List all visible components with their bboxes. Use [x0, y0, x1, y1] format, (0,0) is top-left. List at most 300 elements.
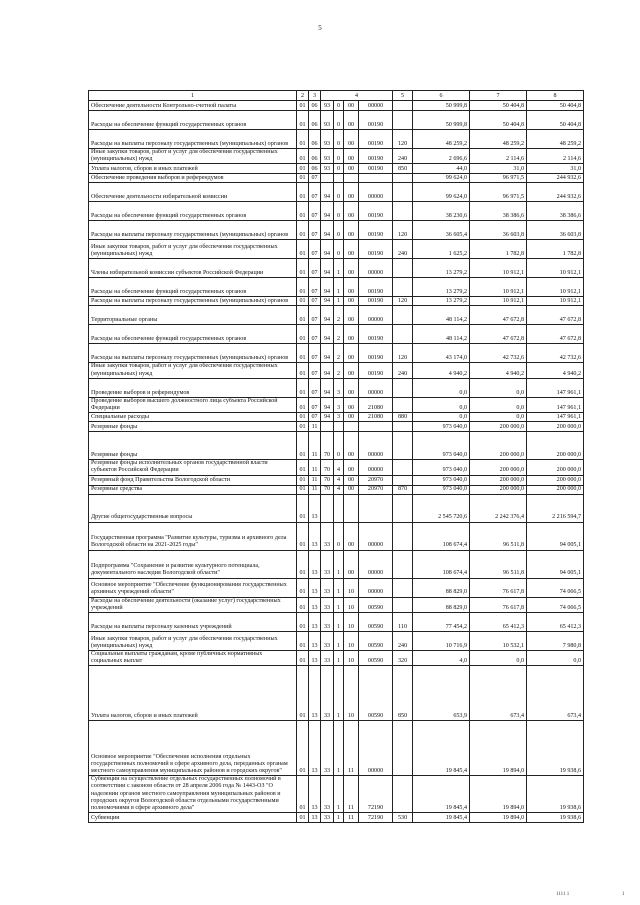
code-cell: 72190: [359, 813, 393, 823]
table-row: [89, 101, 584, 111]
code-cell: 00000: [359, 378, 393, 397]
amount-cell: 38 386,6: [527, 202, 584, 221]
table-row: [89, 149, 584, 164]
amount-cell: 200 000,0: [527, 485, 584, 494]
table-row: [89, 325, 584, 344]
code-cell: [393, 101, 413, 111]
code-cell: 0: [334, 432, 344, 460]
code-cell: [393, 522, 413, 550]
code-cell: 00000: [359, 550, 393, 578]
code-cell: 01: [297, 363, 309, 378]
code-cell: 1: [334, 721, 344, 776]
code-cell: [393, 721, 413, 776]
code-cell: 01: [297, 597, 309, 612]
amount-cell: 94 005,1: [527, 550, 584, 578]
header-cell: 2: [297, 91, 309, 101]
code-cell: 00190: [359, 297, 393, 306]
code-cell: 00190: [359, 278, 393, 297]
code-cell: 00000: [359, 522, 393, 550]
header-cell: 6: [413, 91, 470, 101]
row-name-cell: Члены избирательной комиссии субъектов Российской Федерации: [89, 259, 297, 278]
table-row: [89, 422, 584, 432]
code-cell: [393, 202, 413, 221]
code-cell: 11: [344, 813, 359, 823]
amount-cell: 7 980,8: [527, 631, 584, 650]
code-cell: 120: [393, 297, 413, 306]
code-cell: 1: [334, 297, 344, 306]
code-cell: 07: [309, 397, 321, 412]
header-cell: 3: [309, 91, 321, 101]
code-cell: 94: [321, 202, 334, 221]
table-row: [89, 813, 584, 823]
code-cell: 01: [297, 485, 309, 494]
amount-cell: 0,0: [413, 378, 470, 397]
code-cell: 07: [309, 174, 321, 183]
code-cell: 01: [297, 325, 309, 344]
amount-cell: 48 259,2: [527, 130, 584, 149]
row-name-cell: Специальные расходы: [89, 413, 297, 422]
amount-cell: 96 971,5: [470, 183, 527, 202]
amount-cell: 0,0: [413, 413, 470, 422]
code-cell: 10: [344, 597, 359, 612]
code-cell: 01: [297, 297, 309, 306]
code-cell: [359, 174, 393, 183]
row-name-cell: Резервные фонды: [89, 432, 297, 460]
code-cell: 94: [321, 221, 334, 240]
code-cell: 00: [344, 306, 359, 325]
row-name-cell: Резервные фонды исполнительных органов государственной власти субъектов Российской Федерации: [89, 460, 297, 475]
table-row: [89, 776, 584, 813]
code-cell: 01: [297, 149, 309, 164]
row-name-cell: Резервный фонд Правительства Вологодской области: [89, 475, 297, 485]
amount-cell: 19 938,6: [527, 721, 584, 776]
code-cell: 3: [334, 413, 344, 422]
amount-cell: 19 845,4: [413, 721, 470, 776]
header-cell: 1: [89, 91, 297, 101]
code-cell: 00: [344, 475, 359, 485]
code-cell: 07: [309, 297, 321, 306]
code-cell: 00590: [359, 612, 393, 631]
code-cell: 01: [297, 413, 309, 422]
code-cell: 07: [309, 202, 321, 221]
code-cell: 01: [297, 776, 309, 813]
code-cell: 00000: [359, 460, 393, 475]
code-cell: 530: [393, 813, 413, 823]
code-cell: 240: [393, 363, 413, 378]
code-cell: 13: [309, 666, 321, 721]
amount-cell: 1 782,8: [527, 240, 584, 259]
row-name-cell: Обеспечение деятельности избирательной комиссии: [89, 183, 297, 202]
code-cell: 2: [334, 363, 344, 378]
code-cell: [393, 475, 413, 485]
code-cell: 11: [344, 776, 359, 813]
amount-cell: 0,0: [470, 378, 527, 397]
table-row: [89, 363, 584, 378]
table-row: [89, 259, 584, 278]
amount-cell: 244 932,6: [527, 183, 584, 202]
code-cell: 94: [321, 259, 334, 278]
code-cell: 01: [297, 721, 309, 776]
amount-cell: 50 404,8: [470, 111, 527, 130]
code-cell: 20970: [359, 485, 393, 494]
table-row: [89, 432, 584, 460]
code-cell: [393, 432, 413, 460]
code-cell: 21080: [359, 397, 393, 412]
code-cell: 01: [297, 422, 309, 432]
code-cell: 00: [344, 378, 359, 397]
code-cell: 01: [297, 183, 309, 202]
code-cell: 0: [334, 522, 344, 550]
amount-cell: 43 174,0: [413, 344, 470, 363]
code-cell: 0: [334, 101, 344, 111]
amount-cell: 50 404,8: [470, 101, 527, 111]
table-row: [89, 397, 584, 412]
code-cell: 00: [344, 363, 359, 378]
code-cell: 11: [309, 432, 321, 460]
code-cell: 1: [334, 550, 344, 578]
amount-cell: 48 114,2: [413, 325, 470, 344]
amount-cell: 10 912,1: [527, 278, 584, 297]
amount-cell: 10 532,1: [470, 631, 527, 650]
code-cell: [393, 776, 413, 813]
code-cell: 07: [309, 240, 321, 259]
footer-mark-right: 1: [622, 892, 625, 897]
code-cell: 07: [309, 378, 321, 397]
code-cell: 10: [344, 666, 359, 721]
table-row: [89, 306, 584, 325]
amount-cell: 19 845,4: [413, 813, 470, 823]
amount-cell: 673,4: [470, 666, 527, 721]
code-cell: 110: [393, 612, 413, 631]
row-name-cell: Проведение выборов высшего должностного лица субъекта Российской Федерации: [89, 397, 297, 412]
amount-cell: 673,4: [527, 666, 584, 721]
code-cell: 07: [309, 183, 321, 202]
code-cell: 00000: [359, 578, 393, 597]
code-cell: 33: [321, 666, 334, 721]
code-cell: 13: [309, 631, 321, 650]
table-row: [89, 550, 584, 578]
amount-cell: 65 412,3: [470, 612, 527, 631]
page-number: 5: [318, 24, 322, 32]
code-cell: [344, 174, 359, 183]
code-cell: 00000: [359, 306, 393, 325]
amount-cell: 200 000,0: [527, 460, 584, 475]
code-cell: 00190: [359, 363, 393, 378]
row-name-cell: Уплата налогов, сборов и иных платежей: [89, 666, 297, 721]
code-cell: 1: [334, 776, 344, 813]
code-cell: 00: [344, 522, 359, 550]
code-cell: [393, 578, 413, 597]
code-cell: 13: [309, 550, 321, 578]
amount-cell: 200 000,0: [470, 460, 527, 475]
amount-cell: 38 386,6: [470, 202, 527, 221]
code-cell: 01: [297, 130, 309, 149]
row-name-cell: Иные закупки товаров, работ и услуг для обеспечения государственных (муниципальных) нужд: [89, 240, 297, 259]
code-cell: 240: [393, 240, 413, 259]
code-cell: 07: [309, 363, 321, 378]
code-cell: 0: [334, 111, 344, 130]
row-name-cell: Расходы на обеспечение функций государственных органов: [89, 278, 297, 297]
code-cell: 0: [334, 183, 344, 202]
code-cell: 07: [309, 221, 321, 240]
code-cell: 20970: [359, 475, 393, 485]
code-cell: [393, 259, 413, 278]
code-cell: [344, 422, 359, 432]
code-cell: 00190: [359, 344, 393, 363]
code-cell: 2: [334, 325, 344, 344]
table-row: [89, 297, 584, 306]
header-cell: 5: [393, 91, 413, 101]
code-cell: 13: [309, 776, 321, 813]
code-cell: 00: [344, 164, 359, 174]
amount-cell: 48 259,2: [470, 130, 527, 149]
code-cell: 13: [309, 522, 321, 550]
amount-cell: 99 624,0: [413, 183, 470, 202]
amount-cell: 19 894,0: [470, 721, 527, 776]
amount-cell: 50 404,8: [527, 111, 584, 130]
row-name-cell: Субвенции: [89, 813, 297, 823]
amount-cell: 36 605,4: [413, 221, 470, 240]
amount-cell: 147 961,1: [527, 378, 584, 397]
row-name-cell: Обеспечение проведения выборов и референдумов: [89, 174, 297, 183]
amount-cell: 42 732,6: [527, 344, 584, 363]
code-cell: 01: [297, 522, 309, 550]
code-cell: 00: [344, 240, 359, 259]
code-cell: 1: [334, 578, 344, 597]
code-cell: 94: [321, 278, 334, 297]
amount-cell: 973 040,0: [413, 460, 470, 475]
header-cell: 8: [527, 91, 584, 101]
code-cell: 33: [321, 721, 334, 776]
amount-cell: 10 912,1: [527, 259, 584, 278]
row-name-cell: Территориальные органы: [89, 306, 297, 325]
amount-cell: 77 454,2: [413, 612, 470, 631]
amount-cell: 38 230,6: [413, 202, 470, 221]
code-cell: 33: [321, 612, 334, 631]
code-cell: 00000: [359, 101, 393, 111]
code-cell: 00590: [359, 666, 393, 721]
code-cell: 870: [393, 485, 413, 494]
table-row: [89, 344, 584, 363]
amount-cell: 19 845,4: [413, 776, 470, 813]
amount-cell: 50 999,8: [413, 111, 470, 130]
code-cell: [344, 494, 359, 522]
code-cell: [393, 278, 413, 297]
amount-cell: 973 040,0: [413, 485, 470, 494]
code-cell: 01: [297, 432, 309, 460]
code-cell: 120: [393, 130, 413, 149]
table-row: [89, 174, 584, 183]
amount-cell: 10 912,1: [470, 278, 527, 297]
table-row: [89, 202, 584, 221]
code-cell: [393, 550, 413, 578]
code-cell: 01: [297, 397, 309, 412]
table-row: [89, 612, 584, 631]
code-cell: 240: [393, 631, 413, 650]
code-cell: 94: [321, 397, 334, 412]
code-cell: 07: [309, 325, 321, 344]
table-row: [89, 164, 584, 174]
row-name-cell: Расходы на выплаты персоналу государственных (муниципальных) органов: [89, 130, 297, 149]
amount-cell: 108 674,4: [413, 522, 470, 550]
amount-cell: 4,0: [413, 650, 470, 665]
row-name-cell: Государственная программа "Развитие культуры, туризма и архивного дела Вологодской области на 2021-2025 годы": [89, 522, 297, 550]
code-cell: 1: [334, 259, 344, 278]
code-cell: 01: [297, 306, 309, 325]
header-cell: 4: [321, 91, 393, 101]
table-row: [89, 494, 584, 522]
table-row: [89, 460, 584, 475]
amount-cell: 31,0: [527, 164, 584, 174]
code-cell: 1: [334, 666, 344, 721]
code-cell: 00190: [359, 202, 393, 221]
amount-cell: 10 716,9: [413, 631, 470, 650]
table-row: [89, 522, 584, 550]
table-row: [89, 240, 584, 259]
amount-cell: 36 603,8: [527, 221, 584, 240]
code-cell: 00000: [359, 721, 393, 776]
code-cell: 01: [297, 259, 309, 278]
code-cell: 00: [344, 221, 359, 240]
row-name-cell: Расходы на обеспечение деятельности (оказание услуг) государственных учреждений: [89, 597, 297, 612]
row-name-cell: Расходы на выплаты персоналу государственных (муниципальных) органов: [89, 297, 297, 306]
amount-cell: 74 066,5: [527, 578, 584, 597]
amount-cell: 47 672,8: [470, 325, 527, 344]
code-cell: 70: [321, 475, 334, 485]
amount-cell: 10 912,1: [470, 297, 527, 306]
code-cell: [393, 306, 413, 325]
amount-cell: 50 999,8: [413, 101, 470, 111]
code-cell: 880: [393, 413, 413, 422]
code-cell: 01: [297, 378, 309, 397]
code-cell: 00190: [359, 325, 393, 344]
code-cell: 94: [321, 344, 334, 363]
footer-mark-left: 1111 1: [556, 892, 570, 897]
code-cell: 0: [334, 202, 344, 221]
row-name-cell: Иные закупки товаров, работ и услуг для обеспечения государственных (муниципальных) нужд: [89, 631, 297, 650]
code-cell: 00: [344, 183, 359, 202]
code-cell: 01: [297, 101, 309, 111]
code-cell: 01: [297, 612, 309, 631]
code-cell: 2: [334, 306, 344, 325]
amount-cell: 88 829,0: [413, 578, 470, 597]
code-cell: 00: [344, 130, 359, 149]
code-cell: 00: [344, 397, 359, 412]
code-cell: [393, 174, 413, 183]
code-cell: 1: [334, 612, 344, 631]
amount-cell: 200 000,0: [527, 422, 584, 432]
row-name-cell: Резервные фонды: [89, 422, 297, 432]
code-cell: 33: [321, 550, 334, 578]
code-cell: 07: [309, 344, 321, 363]
table-row: [89, 666, 584, 721]
table-row: [89, 475, 584, 485]
amount-cell: 13 279,2: [413, 297, 470, 306]
amount-cell: 76 617,8: [470, 578, 527, 597]
code-cell: 70: [321, 432, 334, 460]
amount-cell: 74 066,5: [527, 597, 584, 612]
amount-cell: 13 279,2: [413, 259, 470, 278]
code-cell: 00: [344, 149, 359, 164]
code-cell: 13: [309, 813, 321, 823]
code-cell: 06: [309, 149, 321, 164]
row-name-cell: Расходы на выплаты персоналу государственных (муниципальных) органов: [89, 344, 297, 363]
table-row: [89, 378, 584, 397]
code-cell: 93: [321, 111, 334, 130]
row-name-cell: Уплата налогов, сборов и иных платежей: [89, 164, 297, 174]
code-cell: 00000: [359, 183, 393, 202]
code-cell: 06: [309, 164, 321, 174]
amount-cell: 2 114,6: [470, 149, 527, 164]
code-cell: 70: [321, 460, 334, 475]
amount-cell: 0,0: [413, 397, 470, 412]
amount-cell: 88 829,0: [413, 597, 470, 612]
code-cell: 01: [297, 494, 309, 522]
amount-cell: 19 894,0: [470, 813, 527, 823]
code-cell: 01: [297, 475, 309, 485]
row-name-cell: Иные закупки товаров, работ и услуг для обеспечения государственных (муниципальных) нужд: [89, 149, 297, 164]
code-cell: 13: [309, 650, 321, 665]
code-cell: 11: [309, 460, 321, 475]
table-row: [89, 650, 584, 665]
amount-cell: 973 040,0: [413, 475, 470, 485]
amount-cell: 4 940,2: [413, 363, 470, 378]
amount-cell: 99 624,0: [413, 174, 470, 183]
header-row: [89, 91, 584, 101]
row-name-cell: Расходы на выплаты персоналу государственных (муниципальных) органов: [89, 221, 297, 240]
code-cell: 93: [321, 130, 334, 149]
code-cell: [393, 183, 413, 202]
code-cell: 33: [321, 813, 334, 823]
code-cell: 01: [297, 550, 309, 578]
code-cell: 00: [344, 111, 359, 130]
code-cell: [393, 597, 413, 612]
code-cell: 120: [393, 344, 413, 363]
code-cell: 10: [344, 612, 359, 631]
row-name-cell: Социальные выплаты гражданам, кроме публичных нормативных социальных выплат: [89, 650, 297, 665]
amount-cell: 96 971,5: [470, 174, 527, 183]
code-cell: 93: [321, 164, 334, 174]
amount-cell: 1 625,2: [413, 240, 470, 259]
amount-cell: 973 040,0: [413, 432, 470, 460]
code-cell: 11: [309, 485, 321, 494]
code-cell: [393, 460, 413, 475]
amount-cell: 147 961,1: [527, 397, 584, 412]
code-cell: 11: [344, 721, 359, 776]
code-cell: 01: [297, 111, 309, 130]
code-cell: [393, 378, 413, 397]
code-cell: 00: [344, 344, 359, 363]
amount-cell: 36 603,8: [470, 221, 527, 240]
code-cell: [334, 174, 344, 183]
amount-cell: 0,0: [527, 650, 584, 665]
code-cell: 00190: [359, 130, 393, 149]
amount-cell: 200 000,0: [470, 422, 527, 432]
amount-cell: 2 242 376,4: [470, 494, 527, 522]
row-name-cell: Подпрограмма "Сохранение и развитие культурного потенциала, документального наследия Вологодской области": [89, 550, 297, 578]
code-cell: 0: [334, 240, 344, 259]
code-cell: 850: [393, 666, 413, 721]
code-cell: 94: [321, 297, 334, 306]
amount-cell: 19 894,0: [470, 776, 527, 813]
code-cell: [393, 494, 413, 522]
row-name-cell: Расходы на обеспечение функций государственных органов: [89, 202, 297, 221]
amount-cell: 200 000,0: [527, 475, 584, 485]
amount-cell: 31,0: [470, 164, 527, 174]
code-cell: 13: [309, 578, 321, 597]
code-cell: 00000: [359, 432, 393, 460]
code-cell: 10: [344, 631, 359, 650]
